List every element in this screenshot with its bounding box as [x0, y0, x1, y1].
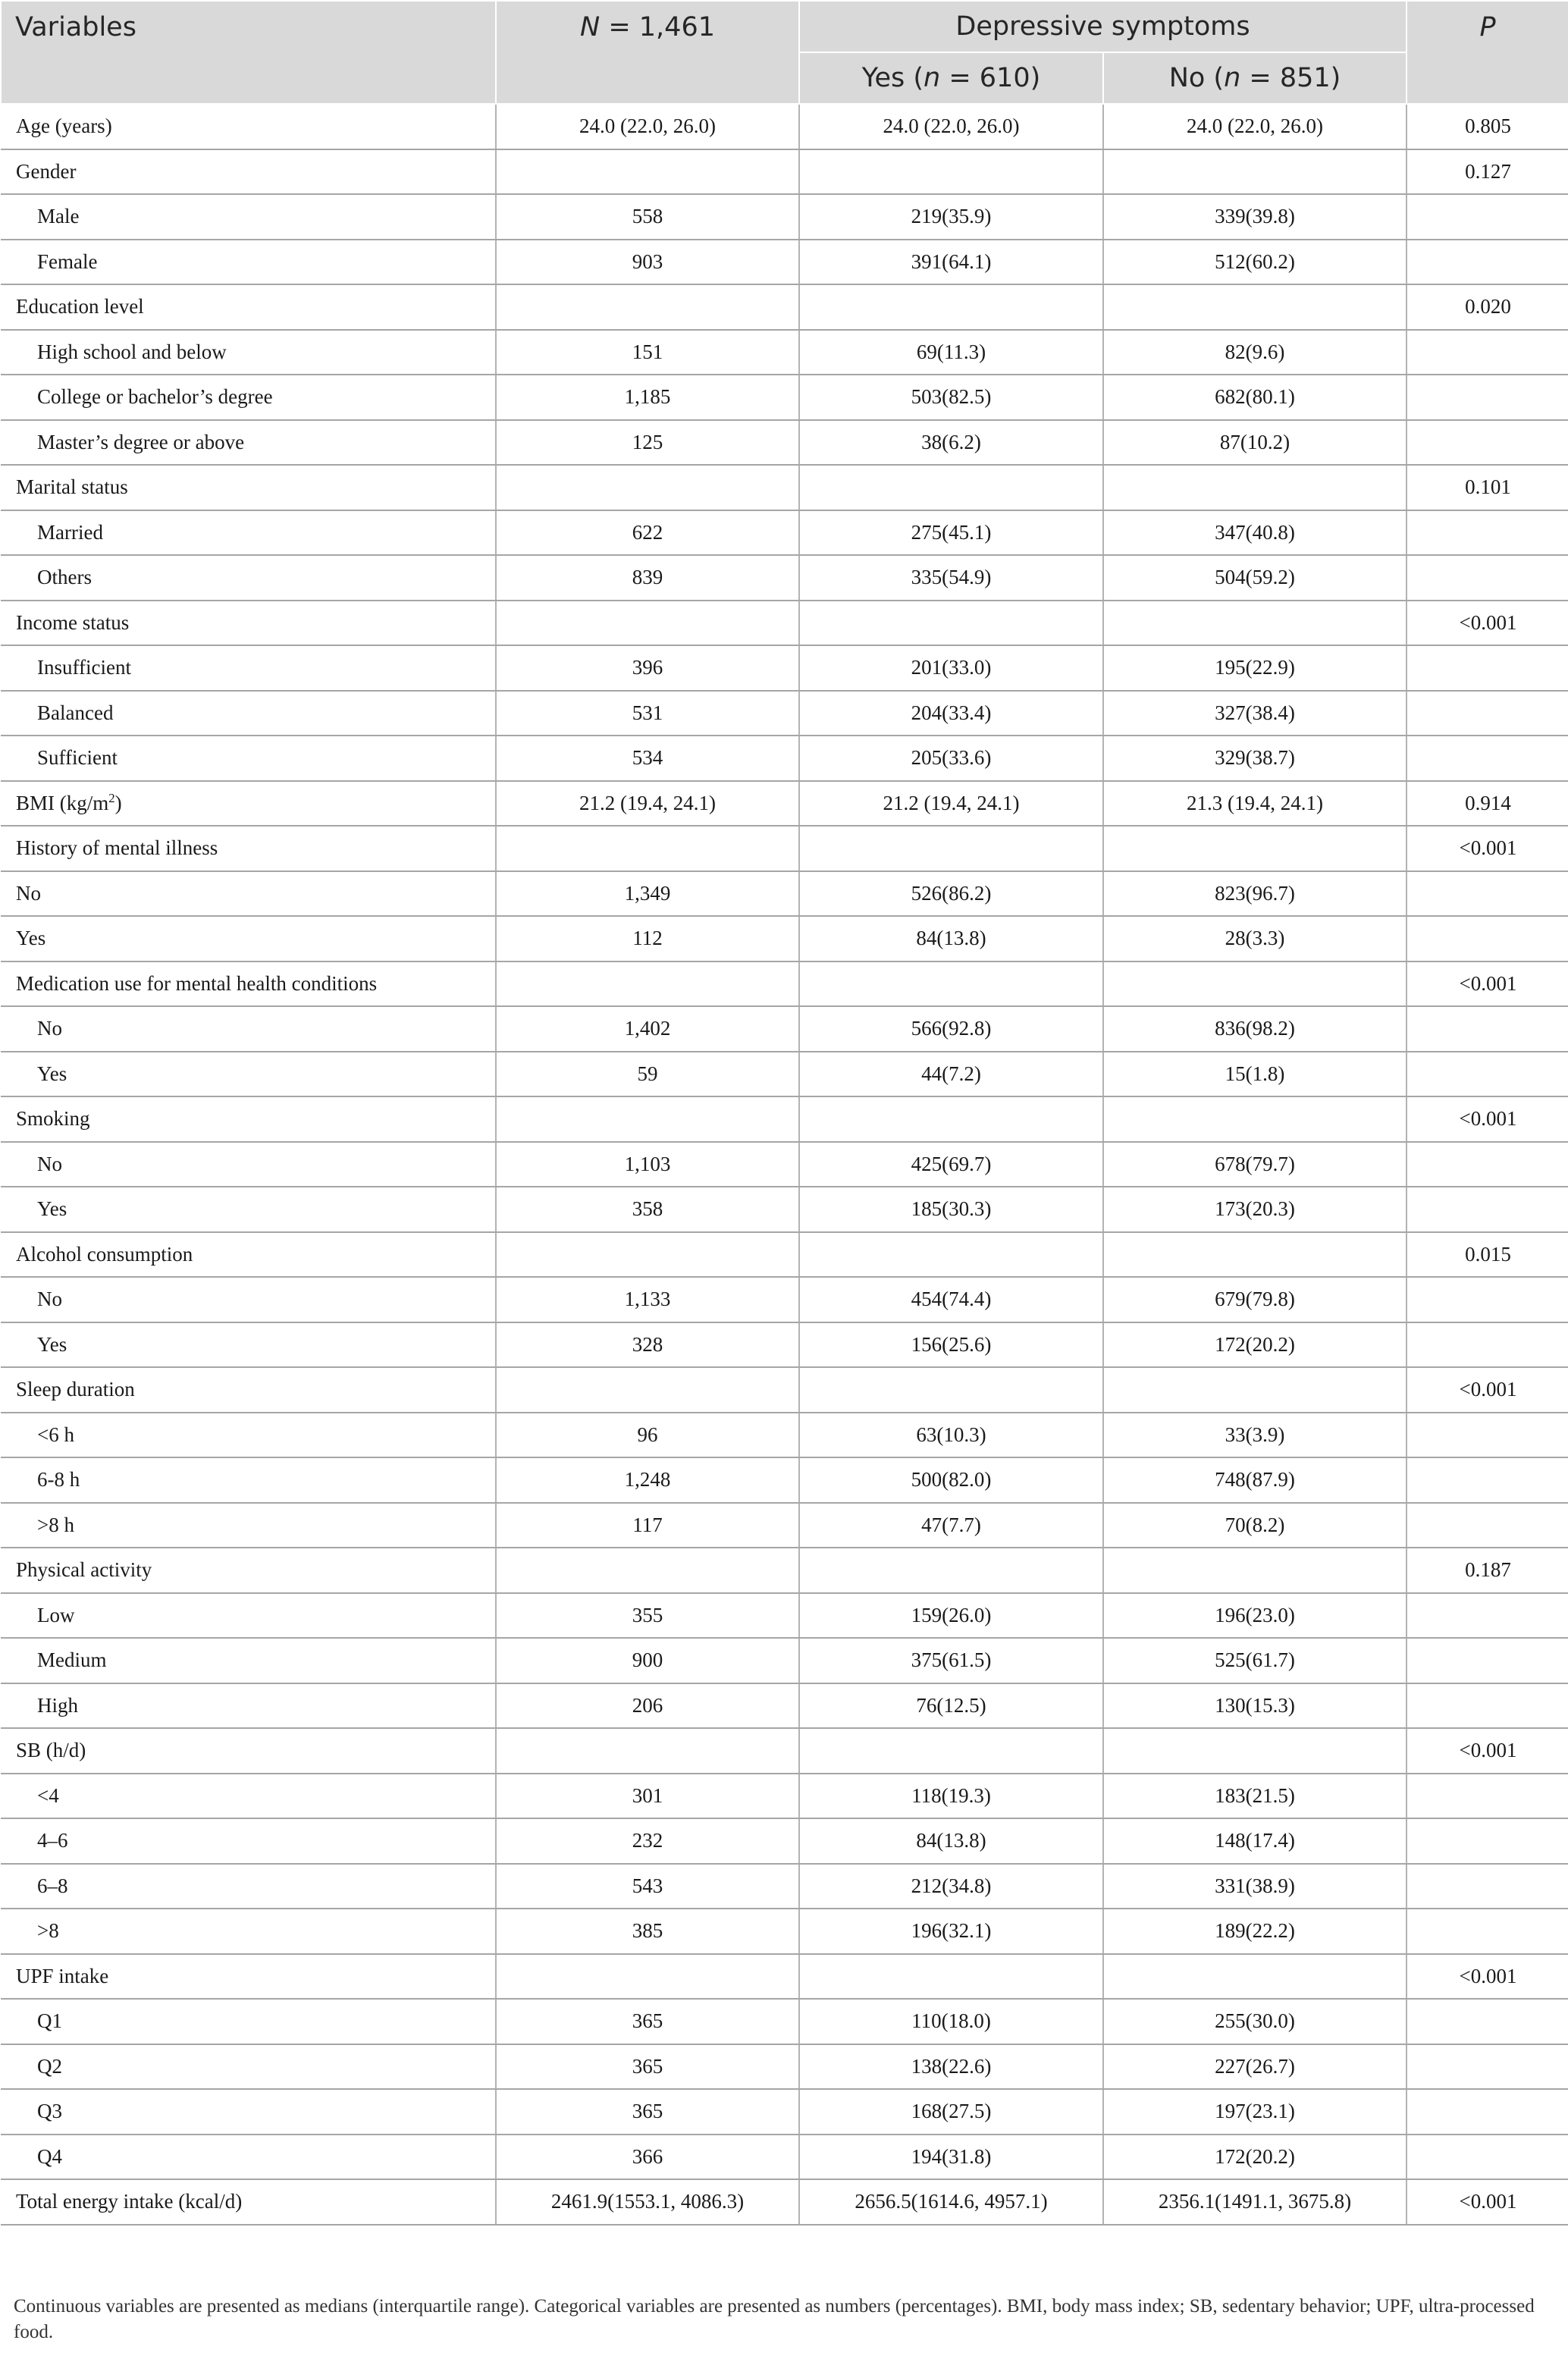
- cell-no: 197(23.1): [1103, 2089, 1406, 2135]
- table-row: [1, 645, 1568, 691]
- table-row: [1, 1503, 1568, 1548]
- cell-total: 24.0 (22.0, 26.0): [496, 104, 799, 149]
- cell-total: [496, 465, 799, 510]
- cell-yes: 118(19.3): [799, 1774, 1103, 1819]
- cell-yes: 24.0 (22.0, 26.0): [799, 104, 1103, 149]
- cell-total: 59: [496, 1052, 799, 1097]
- table-row: [1, 2179, 1568, 2225]
- table-row: [1, 420, 1568, 466]
- table-row: [1, 1728, 1568, 1774]
- table-row: [1, 961, 1568, 1007]
- cell-no: [1103, 1548, 1406, 1593]
- cell-total: 1,402: [496, 1006, 799, 1052]
- cell-variable: Female: [1, 240, 496, 285]
- cell-total: 1,103: [496, 1142, 799, 1187]
- table-row: [1, 1413, 1568, 1458]
- cell-p-value: <0.001: [1406, 1954, 1568, 2000]
- cell-total: 358: [496, 1187, 799, 1232]
- table-row: [1, 104, 1568, 149]
- cell-p-value: [1406, 420, 1568, 466]
- cell-p-value: [1406, 375, 1568, 420]
- cell-variable: Sleep duration: [1, 1367, 496, 1413]
- cell-yes: 47(7.7): [799, 1503, 1103, 1548]
- cell-yes: 44(7.2): [799, 1052, 1103, 1097]
- cell-no: 130(15.3): [1103, 1683, 1406, 1729]
- cell-no: [1103, 961, 1406, 1007]
- cell-p-value: 0.101: [1406, 465, 1568, 510]
- cell-no: 183(21.5): [1103, 1774, 1406, 1819]
- table-row: [1, 149, 1568, 195]
- cell-total: 558: [496, 194, 799, 240]
- cell-no: 195(22.9): [1103, 645, 1406, 691]
- cell-total: 365: [496, 2044, 799, 2090]
- cell-total: 1,349: [496, 871, 799, 917]
- cell-variable: Yes: [1, 1322, 496, 1368]
- header-yes-group: Yes (n = 610): [799, 52, 1103, 104]
- cell-yes: 219(35.9): [799, 194, 1103, 240]
- cell-p-value: [1406, 240, 1568, 285]
- cell-yes: 275(45.1): [799, 510, 1103, 556]
- cell-variable: No: [1, 871, 496, 917]
- table-row: [1, 916, 1568, 961]
- header-p-value: P: [1406, 1, 1568, 104]
- cell-variable: Sufficient: [1, 736, 496, 781]
- cell-total: [496, 1954, 799, 2000]
- table-row: [1, 1277, 1568, 1322]
- table-row: [1, 1187, 1568, 1232]
- cell-yes: [799, 826, 1103, 871]
- cell-yes: 84(13.8): [799, 1818, 1103, 1864]
- cell-yes: [799, 1548, 1103, 1593]
- cell-no: 255(30.0): [1103, 1999, 1406, 2044]
- cell-variable: Q2: [1, 2044, 496, 2090]
- cell-p-value: [1406, 1683, 1568, 1729]
- cell-no: [1103, 1096, 1406, 1142]
- cell-no: 21.3 (19.4, 24.1): [1103, 781, 1406, 827]
- cell-variable: >8 h: [1, 1503, 496, 1548]
- cell-variable: Physical activity: [1, 1548, 496, 1593]
- cell-p-value: [1406, 1277, 1568, 1322]
- cell-total: [496, 1096, 799, 1142]
- cell-p-value: [1406, 555, 1568, 601]
- cell-p-value: [1406, 2044, 1568, 2090]
- cell-total: 622: [496, 510, 799, 556]
- cell-total: 96: [496, 1413, 799, 1458]
- cell-p-value: [1406, 645, 1568, 691]
- cell-yes: 63(10.3): [799, 1413, 1103, 1458]
- table-row: [1, 510, 1568, 556]
- cell-yes: 84(13.8): [799, 916, 1103, 961]
- cell-total: 385: [496, 1909, 799, 1954]
- cell-p-value: [1406, 691, 1568, 736]
- table-row: [1, 1052, 1568, 1097]
- cell-variable: SB (h/d): [1, 1728, 496, 1774]
- cell-no: 339(39.8): [1103, 194, 1406, 240]
- cell-no: 504(59.2): [1103, 555, 1406, 601]
- cell-total: 900: [496, 1638, 799, 1683]
- cell-variable: No: [1, 1006, 496, 1052]
- table-row: [1, 871, 1568, 917]
- cell-total: 1,248: [496, 1457, 799, 1503]
- cell-variable: Yes: [1, 1187, 496, 1232]
- cell-no: 836(98.2): [1103, 1006, 1406, 1052]
- cell-yes: 375(61.5): [799, 1638, 1103, 1683]
- cell-variable: Alcohol consumption: [1, 1232, 496, 1278]
- cell-variable: 6-8 h: [1, 1457, 496, 1503]
- cell-total: [496, 1548, 799, 1593]
- cell-no: 189(22.2): [1103, 1909, 1406, 1954]
- cell-variable: Insufficient: [1, 645, 496, 691]
- cell-no: 70(8.2): [1103, 1503, 1406, 1548]
- table-row: [1, 736, 1568, 781]
- cell-yes: [799, 601, 1103, 646]
- cell-no: 173(20.3): [1103, 1187, 1406, 1232]
- cell-total: [496, 284, 799, 330]
- cell-total: [496, 1728, 799, 1774]
- cell-yes: 156(25.6): [799, 1322, 1103, 1368]
- table-row: [1, 1593, 1568, 1639]
- cell-yes: 2656.5(1614.6, 4957.1): [799, 2179, 1103, 2225]
- cell-no: 823(96.7): [1103, 871, 1406, 917]
- cell-variable: Gender: [1, 149, 496, 195]
- cell-variable: >8: [1, 1909, 496, 1954]
- cell-total: 2461.9(1553.1, 4086.3): [496, 2179, 799, 2225]
- cell-no: [1103, 826, 1406, 871]
- cell-p-value: [1406, 1638, 1568, 1683]
- cell-p-value: <0.001: [1406, 961, 1568, 1007]
- cell-variable: Education level: [1, 284, 496, 330]
- cell-variable: Marital status: [1, 465, 496, 510]
- cell-no: 33(3.9): [1103, 1413, 1406, 1458]
- cell-total: 328: [496, 1322, 799, 1368]
- cell-yes: [799, 465, 1103, 510]
- cell-yes: 76(12.5): [799, 1683, 1103, 1729]
- cell-total: [496, 1367, 799, 1413]
- cell-p-value: [1406, 1322, 1568, 1368]
- cell-p-value: 0.805: [1406, 104, 1568, 149]
- cell-no: [1103, 149, 1406, 195]
- cell-total: [496, 1232, 799, 1278]
- cell-no: 227(26.7): [1103, 2044, 1406, 2090]
- cell-p-value: 0.015: [1406, 1232, 1568, 1278]
- cell-total: 151: [496, 330, 799, 375]
- cell-variable: Smoking: [1, 1096, 496, 1142]
- cell-variable: Q3: [1, 2089, 496, 2135]
- cell-yes: [799, 1728, 1103, 1774]
- cell-yes: 159(26.0): [799, 1593, 1103, 1639]
- cell-no: [1103, 1954, 1406, 2000]
- header-total-n: N = 1,461: [496, 1, 799, 104]
- table-row: [1, 240, 1568, 285]
- cell-total: 125: [496, 420, 799, 466]
- cell-yes: 204(33.4): [799, 691, 1103, 736]
- cell-variable: BMI $(kg/m^2)$: [1, 781, 496, 827]
- cell-yes: 500(82.0): [799, 1457, 1103, 1503]
- cell-no: 679(79.8): [1103, 1277, 1406, 1322]
- cell-variable: Q1: [1, 1999, 496, 2044]
- cell-variable: 6–8: [1, 1864, 496, 1909]
- cell-no: 28(3.3): [1103, 916, 1406, 961]
- cell-p-value: [1406, 1052, 1568, 1097]
- table-row: [1, 781, 1568, 827]
- table-row: [1, 1457, 1568, 1503]
- cell-yes: [799, 1367, 1103, 1413]
- table-row: [1, 1864, 1568, 1909]
- cell-variable: Male: [1, 194, 496, 240]
- table-row: [1, 1954, 1568, 2000]
- cell-no: 331(38.9): [1103, 1864, 1406, 1909]
- table-row: [1, 194, 1568, 240]
- cell-total: 1,133: [496, 1277, 799, 1322]
- cell-p-value: [1406, 2135, 1568, 2180]
- cell-yes: 526(86.2): [799, 871, 1103, 917]
- cell-p-value: [1406, 1818, 1568, 1864]
- cell-variable: Q4: [1, 2135, 496, 2180]
- cell-total: 1,185: [496, 375, 799, 420]
- cell-yes: 110(18.0): [799, 1999, 1103, 2044]
- table-row: [1, 330, 1568, 375]
- header-depressive-symptoms: Depressive symptoms: [799, 1, 1406, 52]
- table-row: [1, 1322, 1568, 1368]
- cell-total: 301: [496, 1774, 799, 1819]
- cell-p-value: [1406, 1864, 1568, 1909]
- cell-no: 512(60.2): [1103, 240, 1406, 285]
- cell-yes: 335(54.9): [799, 555, 1103, 601]
- cell-total: 355: [496, 1593, 799, 1639]
- cell-p-value: <0.001: [1406, 1367, 1568, 1413]
- cell-total: [496, 826, 799, 871]
- cell-total: 112: [496, 916, 799, 961]
- table-row: [1, 465, 1568, 510]
- cell-no: [1103, 1367, 1406, 1413]
- table-row: [1, 1909, 1568, 1954]
- cell-no: [1103, 465, 1406, 510]
- cell-yes: 205(33.6): [799, 736, 1103, 781]
- cell-yes: 38(6.2): [799, 420, 1103, 466]
- cell-yes: [799, 1096, 1103, 1142]
- table-row: [1, 826, 1568, 871]
- cell-yes: 566(92.8): [799, 1006, 1103, 1052]
- cell-variable: Total energy intake (kcal/d): [1, 2179, 496, 2225]
- cell-variable: Medication use for mental health conditions: [1, 961, 496, 1007]
- cell-no: 15(1.8): [1103, 1052, 1406, 1097]
- cell-yes: 503(82.5): [799, 375, 1103, 420]
- table-row: [1, 1999, 1568, 2044]
- cell-yes: 21.2 (19.4, 24.1): [799, 781, 1103, 827]
- cell-yes: 201(33.0): [799, 645, 1103, 691]
- cell-p-value: <0.001: [1406, 1096, 1568, 1142]
- cell-variable: <4: [1, 1774, 496, 1819]
- cell-variable: High: [1, 1683, 496, 1729]
- cell-p-value: [1406, 1909, 1568, 1954]
- cell-total: 543: [496, 1864, 799, 1909]
- table-row: [1, 1774, 1568, 1819]
- cell-yes: 69(11.3): [799, 330, 1103, 375]
- cell-yes: [799, 1954, 1103, 2000]
- cell-p-value: <0.001: [1406, 826, 1568, 871]
- cell-total: 21.2 (19.4, 24.1): [496, 781, 799, 827]
- table-row: [1, 1638, 1568, 1683]
- cell-yes: 212(34.8): [799, 1864, 1103, 1909]
- table-row: [1, 1096, 1568, 1142]
- cell-no: 172(20.2): [1103, 1322, 1406, 1368]
- table-row: [1, 1232, 1568, 1278]
- cell-total: 531: [496, 691, 799, 736]
- cell-variable: History of mental illness: [1, 826, 496, 871]
- cell-no: 82(9.6): [1103, 330, 1406, 375]
- cell-no: 2356.1(1491.1, 3675.8): [1103, 2179, 1406, 2225]
- cell-p-value: 0.020: [1406, 284, 1568, 330]
- cell-no: 347(40.8): [1103, 510, 1406, 556]
- cell-total: 366: [496, 2135, 799, 2180]
- cell-variable: High school and below: [1, 330, 496, 375]
- cell-p-value: [1406, 330, 1568, 375]
- cell-p-value: 0.914: [1406, 781, 1568, 827]
- cell-yes: 138(22.6): [799, 2044, 1103, 2090]
- cell-yes: 168(27.5): [799, 2089, 1103, 2135]
- header-no-group: No (n = 851): [1103, 52, 1406, 104]
- cell-variable: 4–6: [1, 1818, 496, 1864]
- cell-no: 682(80.1): [1103, 375, 1406, 420]
- cell-p-value: <0.001: [1406, 601, 1568, 646]
- cell-p-value: [1406, 1142, 1568, 1187]
- cell-yes: [799, 149, 1103, 195]
- cell-p-value: <0.001: [1406, 1728, 1568, 1774]
- cell-total: 117: [496, 1503, 799, 1548]
- cell-variable: No: [1, 1142, 496, 1187]
- cell-total: 396: [496, 645, 799, 691]
- cell-no: [1103, 1728, 1406, 1774]
- cell-yes: 196(32.1): [799, 1909, 1103, 1954]
- table-row: [1, 1006, 1568, 1052]
- cell-total: [496, 961, 799, 1007]
- cell-p-value: [1406, 1774, 1568, 1819]
- cell-variable: Low: [1, 1593, 496, 1639]
- cell-variable: <6 h: [1, 1413, 496, 1458]
- cell-total: 903: [496, 240, 799, 285]
- cell-no: 196(23.0): [1103, 1593, 1406, 1639]
- cell-variable: UPF intake: [1, 1954, 496, 2000]
- cell-p-value: 0.187: [1406, 1548, 1568, 1593]
- header-variables: Variables: [1, 1, 496, 104]
- cell-p-value: [1406, 510, 1568, 556]
- cell-yes: 194(31.8): [799, 2135, 1103, 2180]
- cell-variable: College or bachelor’s degree: [1, 375, 496, 420]
- cell-p-value: [1406, 194, 1568, 240]
- cell-p-value: [1406, 1187, 1568, 1232]
- cell-p-value: [1406, 1006, 1568, 1052]
- cell-no: 327(38.4): [1103, 691, 1406, 736]
- cell-no: 678(79.7): [1103, 1142, 1406, 1187]
- cell-p-value: [1406, 871, 1568, 917]
- table-row: [1, 375, 1568, 420]
- cell-p-value: [1406, 1413, 1568, 1458]
- cell-variable: Yes: [1, 1052, 496, 1097]
- table-row: [1, 2089, 1568, 2135]
- cell-total: [496, 601, 799, 646]
- table-row: [1, 1548, 1568, 1593]
- cell-total: 365: [496, 2089, 799, 2135]
- cell-no: 329(38.7): [1103, 736, 1406, 781]
- cell-variable: Yes: [1, 916, 496, 961]
- cell-no: 87(10.2): [1103, 420, 1406, 466]
- cell-variable: Age (years): [1, 104, 496, 149]
- cell-yes: [799, 1232, 1103, 1278]
- cell-yes: 454(74.4): [799, 1277, 1103, 1322]
- cell-variable: No: [1, 1277, 496, 1322]
- table-row: [1, 555, 1568, 601]
- cell-no: 748(87.9): [1103, 1457, 1406, 1503]
- cell-variable: Master’s degree or above: [1, 420, 496, 466]
- cell-p-value: [1406, 1593, 1568, 1639]
- cell-yes: 391(64.1): [799, 240, 1103, 285]
- cell-no: 172(20.2): [1103, 2135, 1406, 2180]
- cell-p-value: [1406, 2089, 1568, 2135]
- cell-variable: Married: [1, 510, 496, 556]
- cell-no: [1103, 284, 1406, 330]
- cell-total: 839: [496, 555, 799, 601]
- cell-variable: Others: [1, 555, 496, 601]
- table-footnote: Continuous variables are presented as medians (interquartile range). Categorical variables are presented as numbers (percentages). BMI, body mass index; SB, sedentary behavior; UPF, ultra-processed food.: [14, 2296, 1535, 2342]
- cell-p-value: [1406, 1999, 1568, 2044]
- cell-no: 525(61.7): [1103, 1638, 1406, 1683]
- cell-p-value: [1406, 1457, 1568, 1503]
- cell-yes: 185(30.3): [799, 1187, 1103, 1232]
- cell-total: 534: [496, 736, 799, 781]
- cell-p-value: [1406, 916, 1568, 961]
- table-row: [1, 1367, 1568, 1413]
- table-row: [1, 601, 1568, 646]
- cell-no: [1103, 1232, 1406, 1278]
- cell-total: 365: [496, 1999, 799, 2044]
- cell-yes: 425(69.7): [799, 1142, 1103, 1187]
- cell-total: [496, 149, 799, 195]
- table-row: [1, 691, 1568, 736]
- table-header: [1, 1, 1568, 104]
- table-row: [1, 2044, 1568, 2090]
- cell-p-value: 0.127: [1406, 149, 1568, 195]
- cell-yes: [799, 284, 1103, 330]
- cell-total: 206: [496, 1683, 799, 1729]
- table-row: [1, 1683, 1568, 1729]
- table-row: [1, 1818, 1568, 1864]
- table-row: [1, 1142, 1568, 1187]
- table-row: [1, 284, 1568, 330]
- cell-no: 24.0 (22.0, 26.0): [1103, 104, 1406, 149]
- cell-p-value: [1406, 736, 1568, 781]
- cell-p-value: <0.001: [1406, 2179, 1568, 2225]
- cell-total: 232: [496, 1818, 799, 1864]
- cell-yes: [799, 961, 1103, 1007]
- cell-p-value: [1406, 1503, 1568, 1548]
- table-body: [1, 104, 1568, 2225]
- cell-variable: Medium: [1, 1638, 496, 1683]
- table-row: [1, 2135, 1568, 2180]
- header-row-1: [1, 1, 1568, 52]
- cell-variable: Income status: [1, 601, 496, 646]
- cell-variable: Balanced: [1, 691, 496, 736]
- cell-no: [1103, 601, 1406, 646]
- cell-no: 148(17.4): [1103, 1818, 1406, 1864]
